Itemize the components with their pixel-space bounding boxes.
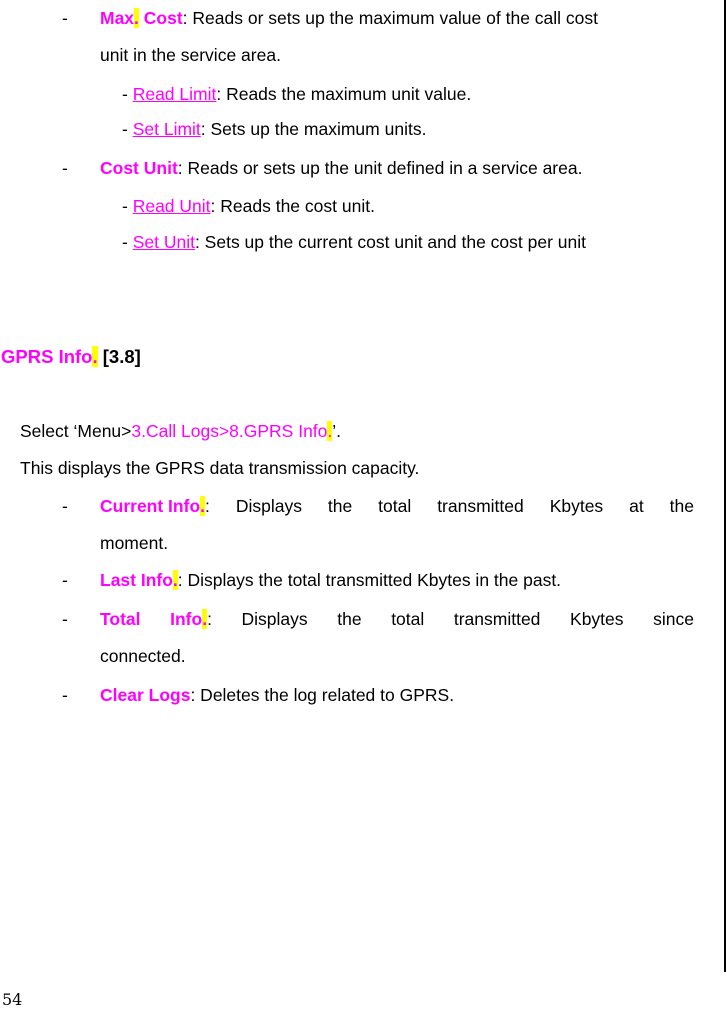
set-unit-link[interactable]: Set Unit <box>132 232 195 252</box>
cost-unit-desc: : Reads or sets up the unit defined in a service area. <box>177 158 583 178</box>
read-unit-link[interactable]: Read Unit <box>132 196 211 216</box>
set-unit-line: - Set Unit: Sets up the current cost unit and the cost per unit <box>122 232 587 252</box>
section-title: GPRS Info. <box>1 346 98 367</box>
section-heading <box>1 346 141 368</box>
cost-unit-line <box>100 158 582 179</box>
set-limit-line: - Set Limit: Sets up the maximum units. <box>122 119 427 139</box>
last-info-line: Last Info.: Displays the total transmitted Kbytes in the past. <box>100 570 562 590</box>
bullet-dash: - <box>62 570 68 590</box>
total-info-term-b: Info.: <box>170 609 212 629</box>
section-number: [3.8] <box>97 346 141 367</box>
bullet-dash: - <box>62 8 68 28</box>
max-cost-desc-cont: unit in the service area. <box>100 45 281 65</box>
intro-text: This displays the GPRS data transmission capacity. <box>20 458 420 478</box>
bullet-dash: - <box>62 685 68 705</box>
total-info-term-a: Total <box>100 609 141 629</box>
set-limit-link[interactable]: Set Limit <box>132 119 201 139</box>
total-info-cont: connected. <box>100 646 186 666</box>
page-right-border <box>724 0 726 972</box>
read-limit-line: - Read Limit: Reads the maximum unit value. <box>122 84 472 104</box>
max-cost-desc: : Reads or sets up the maximum value of the call cost <box>182 8 598 28</box>
bullet-dash: - <box>62 158 68 178</box>
cost-unit-term: Cost Unit <box>100 158 178 178</box>
page-number: 54 <box>2 990 23 1009</box>
clear-logs-term: Clear Logs <box>100 685 191 705</box>
current-info-cont: moment. <box>100 533 169 553</box>
bullet-dash: - <box>62 609 68 629</box>
last-info-term: Last Info. <box>100 570 178 590</box>
current-info-term: Current Info.: <box>100 496 210 516</box>
read-unit-line: - Read Unit: Reads the cost unit. <box>122 196 375 216</box>
max-cost-line <box>100 8 598 29</box>
read-limit-link[interactable]: Read Limit <box>132 84 217 104</box>
select-menu-line: Select ‘Menu>3.Call Logs>8.GPRS Info.’. <box>20 421 342 441</box>
total-info-line: Total Info.: Displays the total transmitted Kbytes since <box>100 609 694 629</box>
current-info-line: Current Info.: Displays the total transmitted Kbytes at the <box>100 496 694 516</box>
menu-path: 3.Call Logs>8.GPRS Info. <box>131 421 333 441</box>
bullet-dash: - <box>62 496 68 516</box>
max-cost-term: Max. Cost <box>100 8 183 28</box>
clear-logs-line: Clear Logs: Deletes the log related to GPRS. <box>100 685 455 705</box>
